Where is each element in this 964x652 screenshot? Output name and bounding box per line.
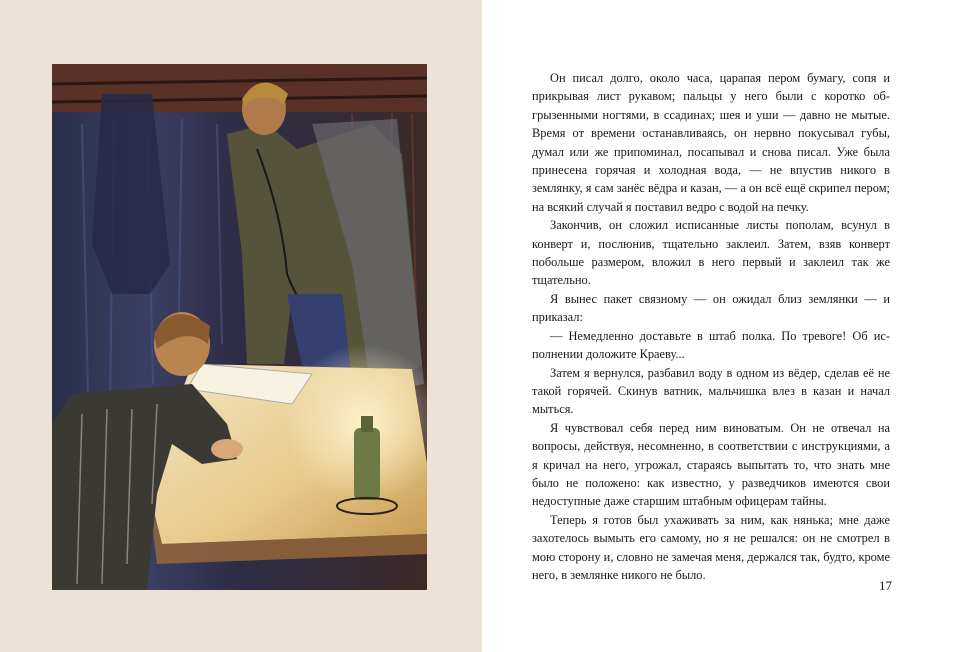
body-text [532,69,890,584]
paragraph: — Немедленно доставьте в штаб полка. По тревоге! Об исполнении доложите Краеву... [532,328,890,362]
page-number: 17 [879,578,892,593]
paragraph: Я вынес пакет связному — он ожидал близ землянки — и приказал: [532,291,890,325]
paragraph: Он писал долго, около часа, царапая пером бумагу, сопя и прикрывая лист рукавом; пальцы у него были с коротко обгрызенными ногтями, в ссадинах; шея и уши — давно не мытые. Время от времени останавливаясь, он нервно покусывал губы, думал или же припоминал, посапывал и снова писал. Уже была принесена горячая и холодная вода, — не впустив никого в землянку, я сам занёс вёдра и казан, — а он всё ещё скрипел пером; на всякий случай я поставил ведро с водой на печку. [532,71,890,214]
paragraph: Я чувствовал себя перед ним виноватым. Он не отвечал на вопросы, действуя, несомненно, в соответствии с инструкциями, а я кричал на него, угрожал, стараясь выпытать то, что знать мне было не положено: как известно, у разведчиков имеются свои недоступные даже старшим штабным офицерам тайны. [532,420,890,509]
illustration [52,64,427,590]
paragraph: Затем я вернулся, разбавил воду в одном из вёдер, сделав её не такой горячей. Скинув ватник, мальчишка влез в казан и начал мыться. [532,365,890,417]
paragraph: Теперь я готов был ухаживать за ним, как нянька; мне даже захотелось вымыть его самому, но я не решался: он не смотрел в мою сторону и, словно не замечая меня, держался так, будто, кроме него, в землянке никого не было. [532,512,890,582]
paragraph: Закончив, он сложил исписанные листы пополам, всунул в конверт и, послюнив, тщательно заклеил. Затем, взяв конверт побольше размером, вложил в него первый и заклеил так же тщательно. [532,218,890,288]
